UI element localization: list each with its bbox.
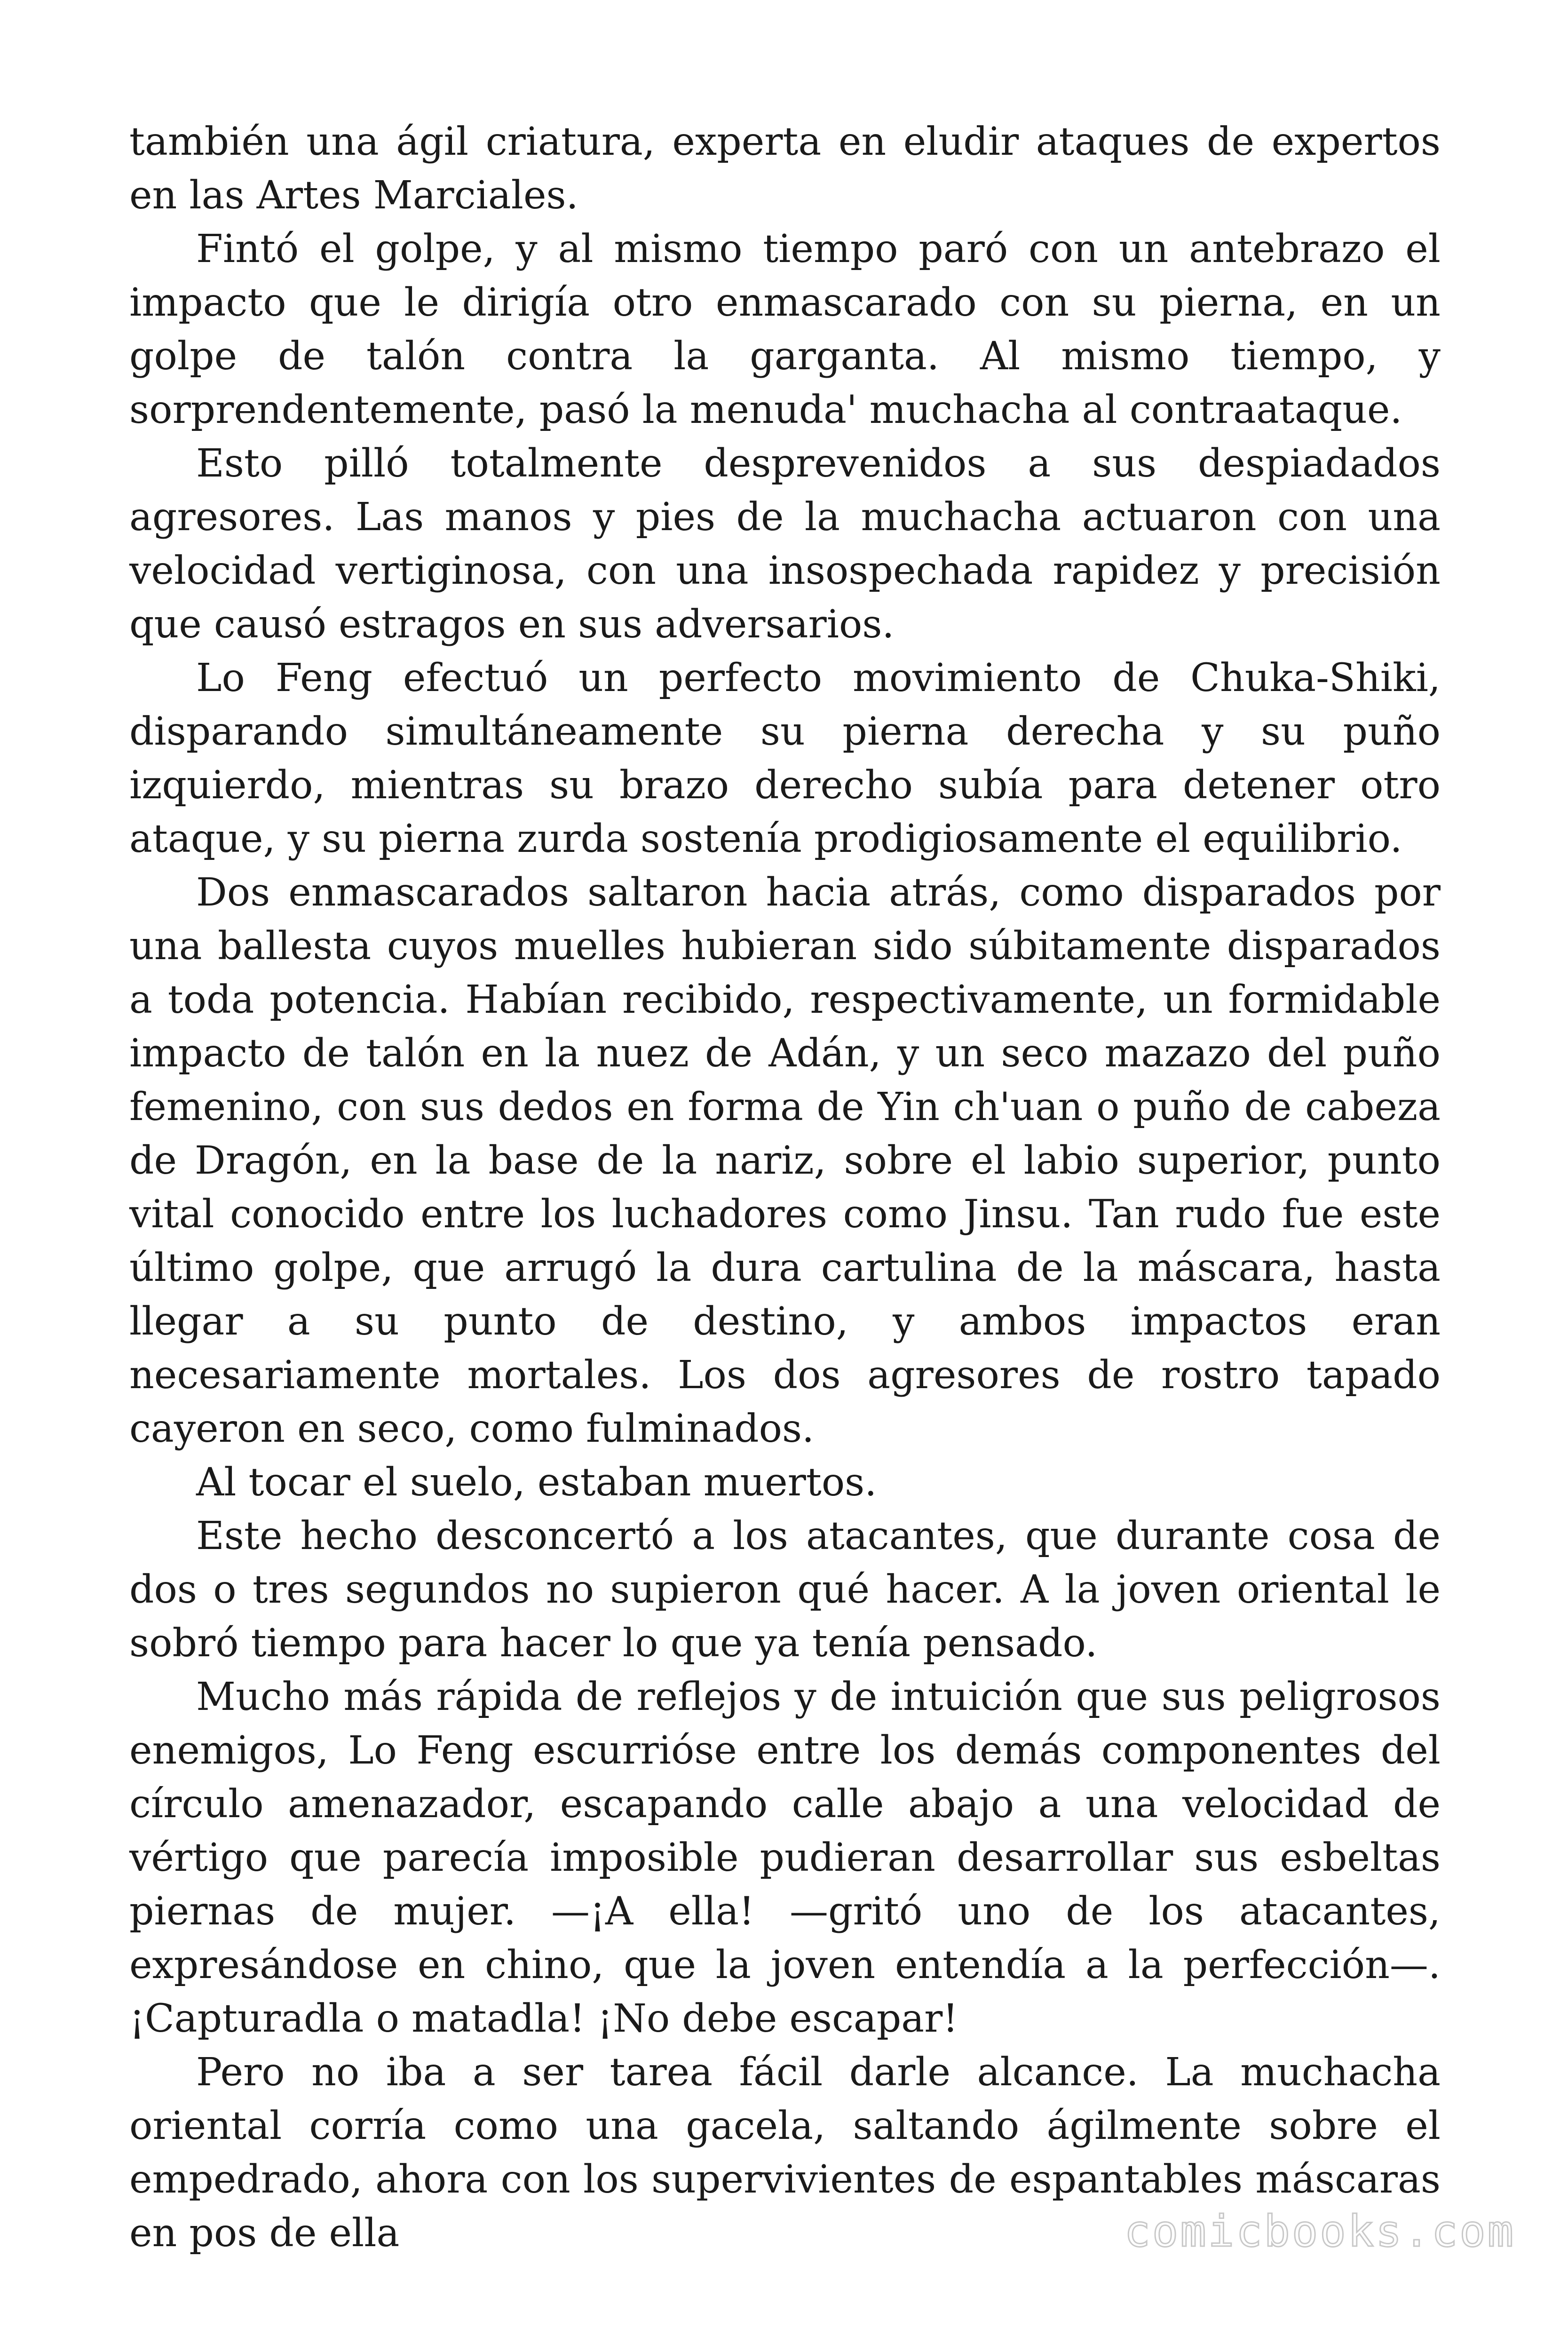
watermark: comicbooks.com: [1124, 2206, 1515, 2257]
paragraph: Mucho más rápida de reflejos y de intuición que sus peligrosos enemigos, Lo Feng escurrióse entre los demás componentes del círculo amenazador, escapando calle abajo a una velocidad de vértigo que parecía imposible pudieran desarrollar sus esbeltas piernas de mujer. —¡A ella! —gritó uno de los atacantes, expresándose en chino, que la joven entendía a la perfección—. ¡Capturadla o matadla! ¡No debe escapar!: [129, 1675, 1441, 2041]
paragraph: Esto pilló totalmente desprevenidos a sus despiadados agresores. Las manos y pies de la muchacha actuaron con una velocidad vertiginosa, con una insospechada rapidez y precisión que causó estragos en sus adversarios.: [129, 441, 1441, 647]
paragraph: Pero no iba a ser tarea fácil darle alcance. La muchacha oriental corría como una gacela, saltando ágilmente sobre el empedrado, ahora con los supervivientes de espantables máscaras en pos de ella: [129, 2050, 1441, 2256]
paragraph: Este hecho desconcertó a los atacantes, que durante cosa de dos o tres segundos no supieron qué hacer. A la joven oriental le sobró tiempo para hacer lo que ya tenía pensado.: [129, 1514, 1441, 1666]
paragraph: Dos enmascarados saltaron hacia atrás, como disparados por una ballesta cuyos muelles hubieran sido súbitamente disparados a toda potencia. Habían recibido, respectivamente, un formidable impacto de talón en la nuez de Adán, y un seco mazazo del puño femenino, con sus dedos en forma de Yin ch'uan o puño de cabeza de Dragón, en la base de la nariz, sobre el labio superior, punto vital conocido entre los luchadores como Jinsu. Tan rudo fue este último golpe, que arrugó la dura cartulina de la máscara, hasta llegar a su punto de destino, y ambos impactos eran necesariamente mortales. Los dos agresores de rostro tapado cayeron en seco, como fulminados.: [129, 870, 1441, 1451]
paragraph: Lo Feng efectuó un perfecto movimiento de Chuka-Shiki, disparando simultáneamente su pierna derecha y su puño izquierdo, mientras su brazo derecho subía para detener otro ataque, y su pierna zurda sostenía prodigiosamente el equilibrio.: [129, 656, 1441, 861]
paragraph: también una ágil criatura, experta en eludir ataques de expertos en las Artes Marciales.: [129, 119, 1441, 218]
body-text: [129, 115, 1441, 2260]
paragraph: Fintó el golpe, y al mismo tiempo paró con un antebrazo el impacto que le dirigía otro enmascarado con su pierna, en un golpe de talón contra la garganta. Al mismo tiempo, y sorprendentemente, pasó la menuda' muchacha al contraataque.: [129, 227, 1441, 432]
paragraph: Al tocar el suelo, estaban muertos.: [196, 1460, 877, 1505]
